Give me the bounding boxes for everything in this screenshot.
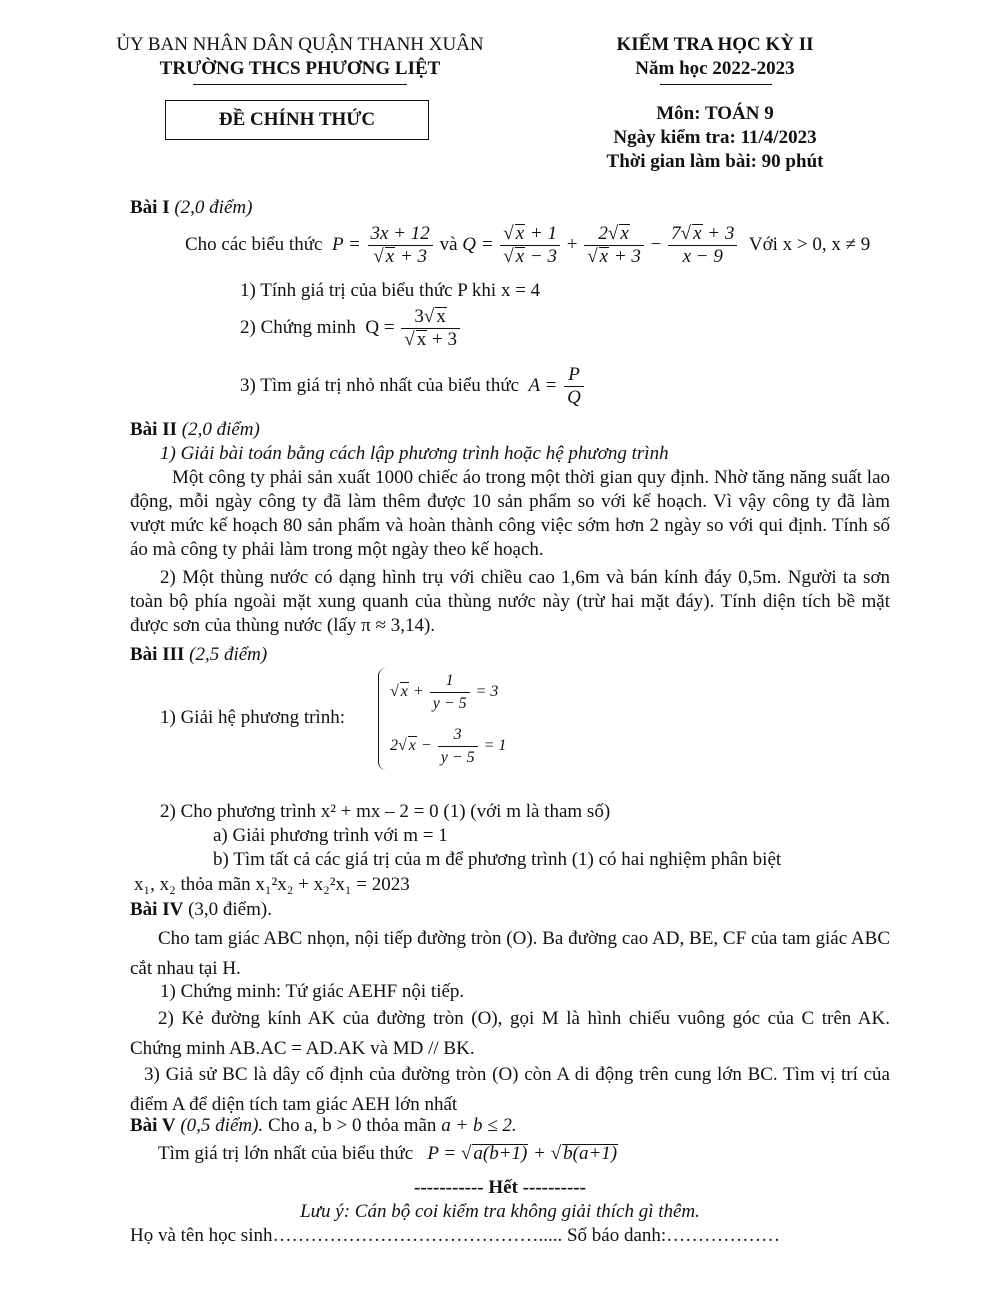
student-info-line: Họ và tên học sinh……………………………………..... Số báo danh:……………… [130, 1225, 781, 1246]
equation-1: √ x + $\frac{1}{y - 5}$ = 3 [390, 668, 498, 716]
question-4-2: 2) Kẻ đường kính AK của đường tròn (O), gọi M là hình chiếu vuông góc của C trên AK. Chứng minh AB.AC = AD.AK và MD // BK. [130, 1008, 890, 1059]
subject: Môn: TOÁN 9 [656, 103, 774, 124]
fraction: $\frac{7√ x + 3}{x - 9}$ [668, 223, 737, 268]
question-1-2: 2) Chứng minh Q = $\frac{3√ x}{√ x + 3}$ [240, 300, 462, 356]
end-marker: ----------- Hết ---------- [414, 1177, 586, 1198]
fraction: $\frac{3}{y - 5}$ [438, 724, 478, 769]
exam-duration: Thời gian làm bài: 90 phút [606, 151, 824, 172]
section-5-heading: Bài V (0,5 điểm). Cho a, b > 0 thỏa mãn a + b ≤ 2. [130, 1115, 517, 1136]
question-1-3: 3) Tìm giá trị nhỏ nhất của biểu thức A = $\frac{P}{Q}$ [240, 358, 586, 414]
equation-2: 2√ x − $\frac{3}{y - 5}$ = 1 [390, 722, 506, 770]
fraction: $\frac{3x + 12}{√ x + 3}$ [368, 223, 433, 268]
expressions-pq: Cho các biểu thức P = $\frac{3x + 12}{√ x + 3}$ và Q = $\frac{√ x + 1}{√ x - 3}$ + $\frac{2√ x}{√ x + 3}$ − $\frac{7√ x + 3}{x - 9}$ Với x > 0, x ≠ 9 [185, 223, 871, 268]
fraction: $\frac{2√ x}{√ x + 3}$ [584, 223, 644, 268]
section-4-heading: Bài IV (3,0 điểm). [130, 899, 272, 920]
section-2-part-1-title: 1) Giải bài toán bằng cách lập phương trình hoặc hệ phương trình [160, 443, 669, 464]
section-2-part-1-text: Một công ty phải sản xuất 1000 chiếc áo trong một thời gian quy định. Nhờ tăng năng suất lao động, mỗi ngày công ty đã làm thêm được 10 sản phẩm so với kế hoạch. Vì vậy công ty đã làm vượt mức kế hoạch 80 sản phẩm và hoàn thành công việc sớm hơn 2 ngày so với qui định. Tính số áo mà công ty phải làm trong một ngày theo kế hoạch. [130, 467, 890, 560]
fraction: $\frac{√ x + 1}{√ x - 3}$ [500, 223, 560, 268]
condition: x > 0, x ≠ 9 [782, 234, 871, 255]
school-year: Năm học 2022-2023 [635, 58, 795, 79]
note: Lưu ý: Cán bộ coi kiểm tra không giải thích gì thêm. [300, 1201, 700, 1222]
question-3-1: 1) Giải hệ phương trình: [160, 707, 345, 728]
question-3-2b: b) Tìm tất cả các giá trị của m để phương trình (1) có hai nghiệm phân biệt [213, 849, 782, 870]
fraction: $\frac{P}{Q}$ [564, 364, 584, 409]
fraction: $\frac{3√ x}{√ x + 3}$ [401, 306, 460, 351]
question-3-2a: a) Giải phương trình với m = 1 [213, 825, 448, 846]
question-1-1: 1) Tính giá trị của biểu thức P khi x = 4 [240, 280, 541, 301]
section-4-intro: Cho tam giác ABC nhọn, nội tiếp đường tròn (O). Ba đường cao AD, BE, CF của tam giác ABC cắt nhau tại H. [130, 928, 890, 979]
intro-text: Cho các biểu thức [185, 234, 323, 255]
system-brace [378, 668, 389, 770]
exam-title: KIỂM TRA HỌC KỲ II [616, 34, 814, 55]
question-4-1: 1) Chứng minh: Tứ giác AEHF nội tiếp. [160, 981, 465, 1002]
exam-date: Ngày kiểm tra: 11/4/2023 [613, 127, 817, 148]
department-name: ỦY BAN NHÂN DÂN QUẬN THANH XUÂN [116, 34, 484, 55]
divider [193, 84, 407, 85]
section-2-part-2-text: 2) Một thùng nước có dạng hình trụ với chiều cao 1,6m và bán kính đáy 0,5m. Người ta sơn toàn bộ phía ngoài mặt xung quanh của thùng nước này (trừ hai mặt đáy). Tính diện tích bề mặt được sơn của thùng nước (lấy π ≈ 3,14). [130, 567, 890, 636]
divider [660, 84, 772, 85]
school-name: TRƯỜNG THCS PHƯƠNG LIỆT [159, 58, 441, 79]
section-1-heading: Bài I (2,0 điểm) [130, 197, 253, 218]
official-exam-label: ĐỀ CHÍNH THỨC [218, 109, 376, 130]
question-5: Tìm giá trị lớn nhất của biểu thức P = √ a(b+1) + √ b(a+1) [158, 1143, 618, 1164]
question-3-2b-cont: x₁, x₂ thỏa mãn x₁²x₂ + x₂²x₁ = 2023 [134, 874, 410, 895]
question-3-2: 2) Cho phương trình x² + mx – 2 = 0 (1) (với m là tham số) [160, 801, 611, 822]
section-2-heading: Bài II (2,0 điểm) [130, 419, 260, 440]
fraction: $\frac{1}{y - 5}$ [430, 670, 470, 715]
section-3-heading: Bài III (2,5 điểm) [130, 644, 268, 665]
question-4-3: 3) Giả sử BC là dây cố định của đường tròn (O) còn A di động trên cung lớn BC. Tìm vị trí của điểm A để diện tích tam giác AEH lớn nhất [130, 1064, 890, 1115]
